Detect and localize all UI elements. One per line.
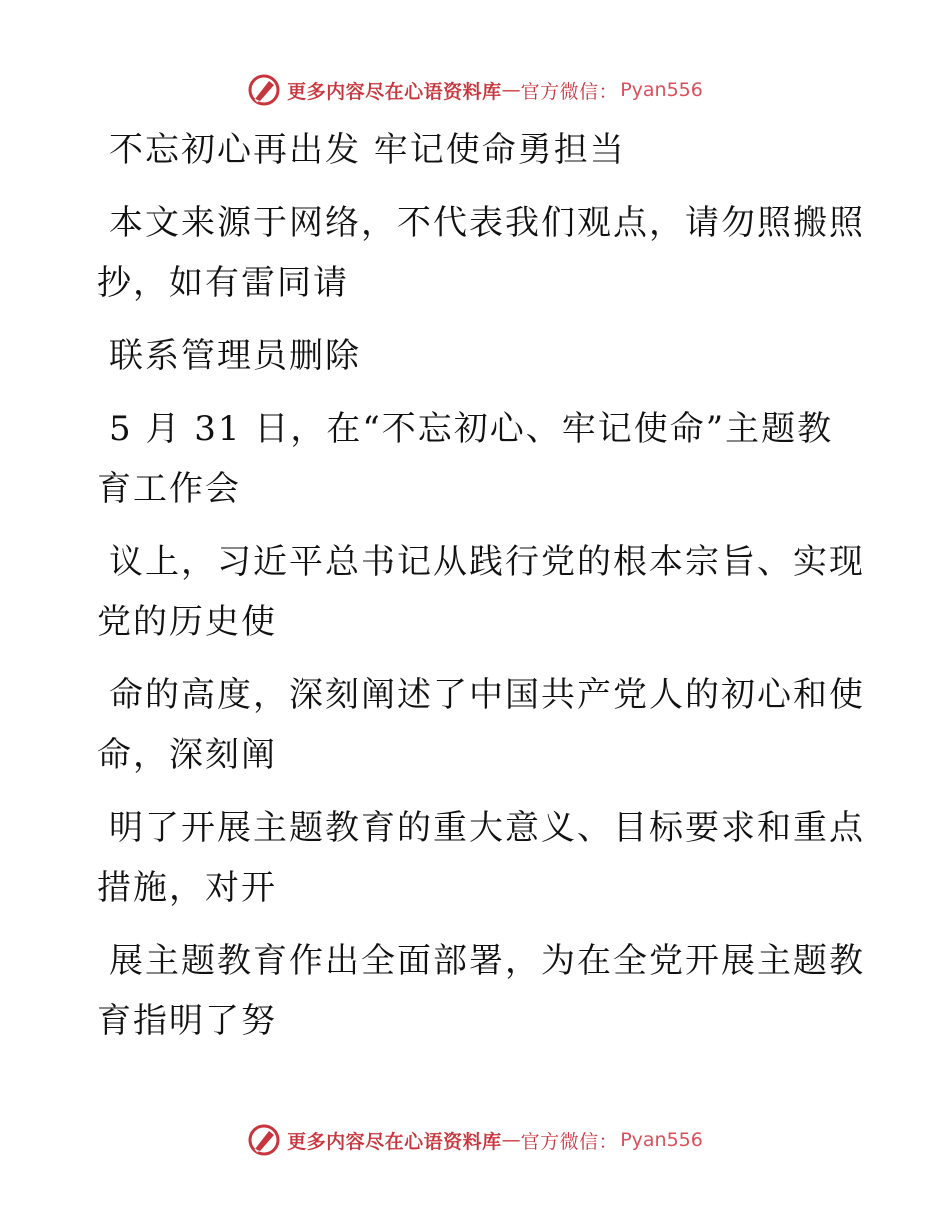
banner-wechat-handle: Pyan556: [620, 1129, 703, 1151]
text-line: 党的历史使: [97, 602, 277, 642]
banner-main-text: 更多内容尽在心语资料库: [287, 1130, 502, 1153]
banner-wechat-label: 官方微信：: [520, 80, 619, 103]
text-line: 育工作会: [97, 469, 241, 509]
text-line: 措施，对开: [97, 868, 277, 908]
text-line: 议上，习近平总书记从践行党的根本宗旨、实现: [109, 542, 865, 582]
pen-logo-icon: [247, 73, 281, 107]
header-banner: [0, 70, 950, 110]
banner-separator: —: [501, 79, 521, 101]
banner-text: [287, 1127, 703, 1154]
text-line: 联系管理员删除: [109, 336, 361, 376]
text-line: 明了开展主题教育的重大意义、目标要求和重点: [109, 808, 865, 848]
text-line: 育指明了努: [97, 1001, 277, 1041]
banner-separator: —: [501, 1129, 521, 1151]
text-line: 展主题教育作出全面部署，为在全党开展主题教: [109, 941, 865, 981]
text-line: 本文来源于网络，不代表我们观点，请勿照搬照: [109, 203, 865, 243]
document-title: 不忘初心再出发 牢记使命勇担当: [109, 130, 626, 170]
text-line: 抄，如有雷同请: [97, 263, 349, 303]
banner-text: [287, 77, 703, 104]
footer-banner: [0, 1120, 950, 1160]
banner-main-text: 更多内容尽在心语资料库: [287, 80, 502, 103]
text-line: 5 月 31 日，在“不忘初心、牢记使命”主题教: [109, 409, 834, 449]
text-line: 命的高度，深刻阐述了中国共产党人的初心和使: [109, 675, 865, 715]
banner-wechat-handle: Pyan556: [620, 79, 703, 101]
banner-wechat-label: 官方微信：: [520, 1130, 619, 1153]
text-line: 命，深刻阐: [97, 735, 277, 775]
document-body: [97, 120, 865, 1051]
pen-logo-icon: [247, 1123, 281, 1157]
